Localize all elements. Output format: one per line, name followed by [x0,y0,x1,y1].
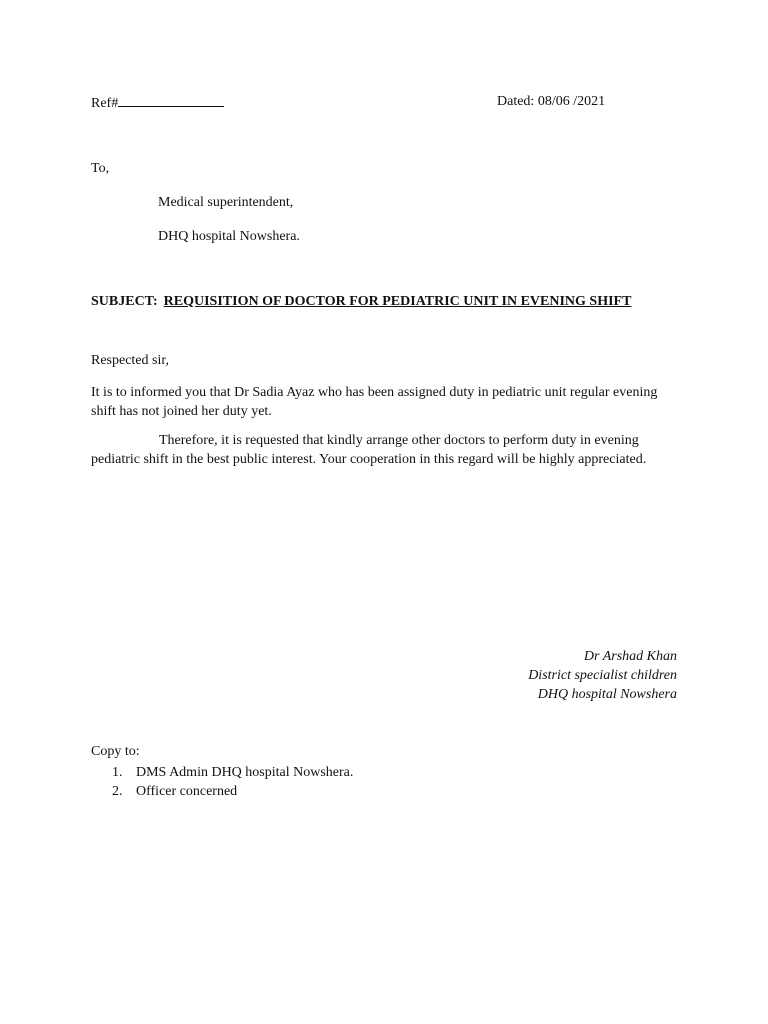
list-item [112,763,353,782]
ref-label: Ref# [91,96,119,111]
list-item-text: DMS Admin DHQ hospital Nowshera. [136,765,354,780]
date-line: Dated: 08/06 /2021 [497,94,606,109]
list-item-number: 1. [112,765,123,780]
subject-line [91,293,631,311]
signatory-title: District specialist children [528,668,677,683]
signatory-place: DHQ hospital Nowshera [537,687,677,702]
subject-label: SUBJECT: [91,294,158,309]
recipient-title: Medical superintendent, [158,195,294,210]
list-item [112,782,353,801]
ref-blank-line [118,93,224,107]
copy-to-label: Copy to: [91,744,140,759]
to-line: To, [91,161,110,176]
subject-text: REQUISITION OF DOCTOR FOR PEDIATRIC UNIT IN EVENING SHIFT [163,294,632,309]
signature-block [528,647,677,704]
recipient-address: DHQ hospital Nowshera. [158,229,300,244]
copy-to-list [112,763,353,801]
list-item-text: Officer concerned [136,784,238,799]
body-paragraph-1: It is to informed you that Dr Sadia Ayaz who has been assigned duty in pediatric unit regular evening shift has not joined her duty yet. [91,385,658,419]
body-paragraph-2: Therefore, it is requested that kindly arrange other doctors to perform duty in evening pediatric shift in the best public interest. Your cooperation in this regard will be highly appreciated. [91,433,647,467]
list-item-number: 2. [112,784,123,799]
signatory-name: Dr Arshad Khan [583,649,677,664]
greeting: Respected sir, [91,353,169,368]
reference-field [91,93,224,113]
